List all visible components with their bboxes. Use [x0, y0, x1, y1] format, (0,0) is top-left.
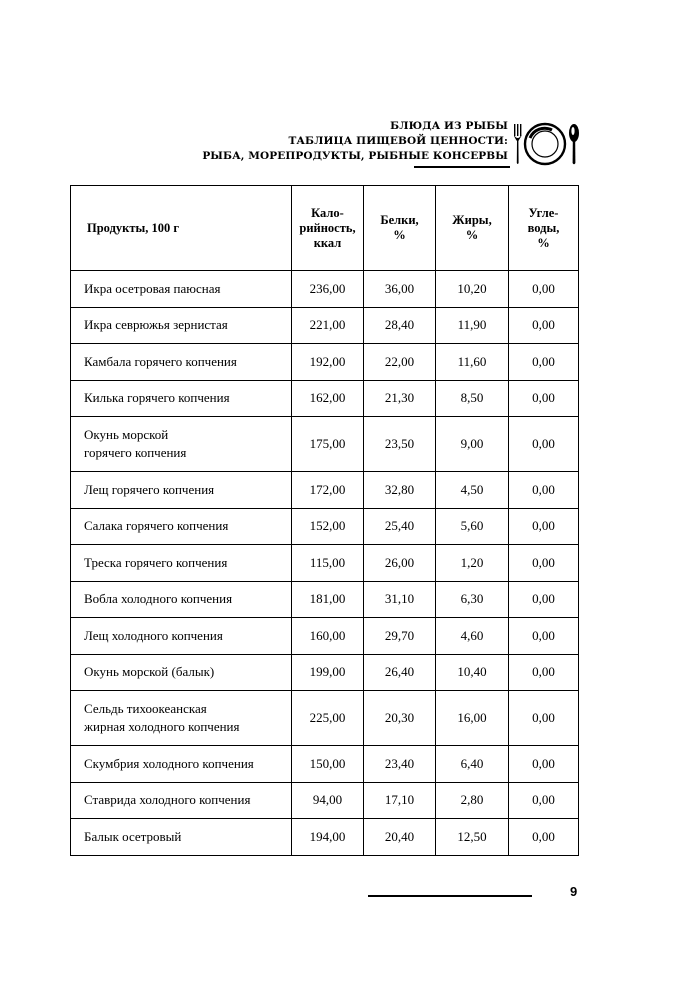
protein-value: 22,00: [364, 344, 436, 381]
protein-value: 26,00: [364, 545, 436, 582]
header-table-subtitle: РЫБА, МОРЕПРОДУКТЫ, РЫБНЫЕ КОНСЕРВЫ: [202, 150, 508, 162]
fat-value: 10,20: [436, 271, 509, 308]
fat-value: 4,50: [436, 472, 509, 509]
col-header-carbs: Угле- воды, %: [509, 186, 579, 271]
table-row: [71, 581, 579, 618]
calories-value: 194,00: [292, 819, 364, 856]
calories-value: 172,00: [292, 472, 364, 509]
calories-value: 236,00: [292, 271, 364, 308]
col-header-calories: Кало- рийность, ккал: [292, 186, 364, 271]
calories-value: 150,00: [292, 746, 364, 783]
fat-value: 11,90: [436, 307, 509, 344]
calories-value: 192,00: [292, 344, 364, 381]
calories-value: 175,00: [292, 417, 364, 472]
carbs-value: 0,00: [509, 307, 579, 344]
protein-value: 17,10: [364, 782, 436, 819]
calories-value: 225,00: [292, 691, 364, 746]
product-name: Лещ холодного копчения: [71, 618, 292, 655]
table-row: [71, 545, 579, 582]
table-row: [71, 819, 579, 856]
carbs-value: 0,00: [509, 380, 579, 417]
product-name: Икра севрюжья зернистая: [71, 307, 292, 344]
header-underline: [414, 166, 510, 168]
carbs-value: 0,00: [509, 581, 579, 618]
protein-value: 29,70: [364, 618, 436, 655]
protein-value: 32,80: [364, 472, 436, 509]
col-header-product: Продукты, 100 г: [71, 186, 292, 271]
carbs-value: 0,00: [509, 508, 579, 545]
table-row: [71, 271, 579, 308]
carbs-value: 0,00: [509, 271, 579, 308]
fat-value: 9,00: [436, 417, 509, 472]
product-name: Камбала горячего копчения: [71, 344, 292, 381]
calories-value: 94,00: [292, 782, 364, 819]
table-row: [71, 618, 579, 655]
fat-value: 12,50: [436, 819, 509, 856]
spoon-icon: [569, 124, 579, 164]
header-table-title: ТАБЛИЦА ПИЩЕВОЙ ЦЕННОСТИ:: [288, 135, 508, 147]
header-section-title: БЛЮДА ИЗ РЫБЫ: [390, 120, 508, 132]
fork-icon: [514, 124, 521, 164]
table-row: [71, 307, 579, 344]
protein-value: 20,30: [364, 691, 436, 746]
carbs-value: 0,00: [509, 472, 579, 509]
carbs-value: 0,00: [509, 819, 579, 856]
carbs-value: 0,00: [509, 545, 579, 582]
table-body: [71, 271, 579, 856]
table-row: [71, 417, 579, 472]
page-number: 9: [570, 884, 578, 899]
protein-value: 21,30: [364, 380, 436, 417]
product-name: Вобла холодного копчения: [71, 581, 292, 618]
product-name: Икра осетровая паюсная: [71, 271, 292, 308]
table-header-row: [71, 186, 579, 271]
calories-value: 152,00: [292, 508, 364, 545]
product-name: Килька горячего копчения: [71, 380, 292, 417]
protein-value: 28,40: [364, 307, 436, 344]
product-name: Ставрида холодного копчения: [71, 782, 292, 819]
carbs-value: 0,00: [509, 654, 579, 691]
protein-value: 31,10: [364, 581, 436, 618]
fat-value: 6,40: [436, 746, 509, 783]
table-row: [71, 380, 579, 417]
product-name: Лещ горячего копчения: [71, 472, 292, 509]
fat-value: 1,20: [436, 545, 509, 582]
protein-value: 25,40: [364, 508, 436, 545]
protein-value: 36,00: [364, 271, 436, 308]
table-row: [71, 746, 579, 783]
product-name: Окунь морской горячего копчения: [71, 417, 292, 472]
carbs-value: 0,00: [509, 782, 579, 819]
protein-value: 23,40: [364, 746, 436, 783]
product-name: Треска горячего копчения: [71, 545, 292, 582]
product-name: Окунь морской (балык): [71, 654, 292, 691]
table-row: [71, 344, 579, 381]
calories-value: 162,00: [292, 380, 364, 417]
col-header-protein: Белки, %: [364, 186, 436, 271]
carbs-value: 0,00: [509, 417, 579, 472]
calories-value: 160,00: [292, 618, 364, 655]
product-name: Салака горячего копчения: [71, 508, 292, 545]
product-name: Балык осетровый: [71, 819, 292, 856]
fat-value: 8,50: [436, 380, 509, 417]
product-name: Скумбрия холодного копчения: [71, 746, 292, 783]
col-header-fat: Жиры, %: [436, 186, 509, 271]
fat-value: 2,80: [436, 782, 509, 819]
carbs-value: 0,00: [509, 691, 579, 746]
plate-icon: [525, 124, 565, 164]
table-row: [71, 508, 579, 545]
table-row: [71, 782, 579, 819]
carbs-value: 0,00: [509, 746, 579, 783]
table-row: [71, 691, 579, 746]
calories-value: 221,00: [292, 307, 364, 344]
carbs-value: 0,00: [509, 344, 579, 381]
protein-value: 20,40: [364, 819, 436, 856]
footer-rule: [368, 895, 532, 897]
calories-value: 115,00: [292, 545, 364, 582]
fat-value: 16,00: [436, 691, 509, 746]
table-row: [71, 654, 579, 691]
carbs-value: 0,00: [509, 618, 579, 655]
fat-value: 10,40: [436, 654, 509, 691]
fork-plate-spoon-icon: [512, 122, 584, 166]
fat-value: 6,30: [436, 581, 509, 618]
nutrition-table: [70, 185, 579, 856]
table-row: [71, 472, 579, 509]
fat-value: 4,60: [436, 618, 509, 655]
running-header: [108, 119, 508, 164]
fat-value: 11,60: [436, 344, 509, 381]
product-name: Сельдь тихоокеанская жирная холодного копчения: [71, 691, 292, 746]
protein-value: 23,50: [364, 417, 436, 472]
calories-value: 199,00: [292, 654, 364, 691]
fat-value: 5,60: [436, 508, 509, 545]
protein-value: 26,40: [364, 654, 436, 691]
calories-value: 181,00: [292, 581, 364, 618]
